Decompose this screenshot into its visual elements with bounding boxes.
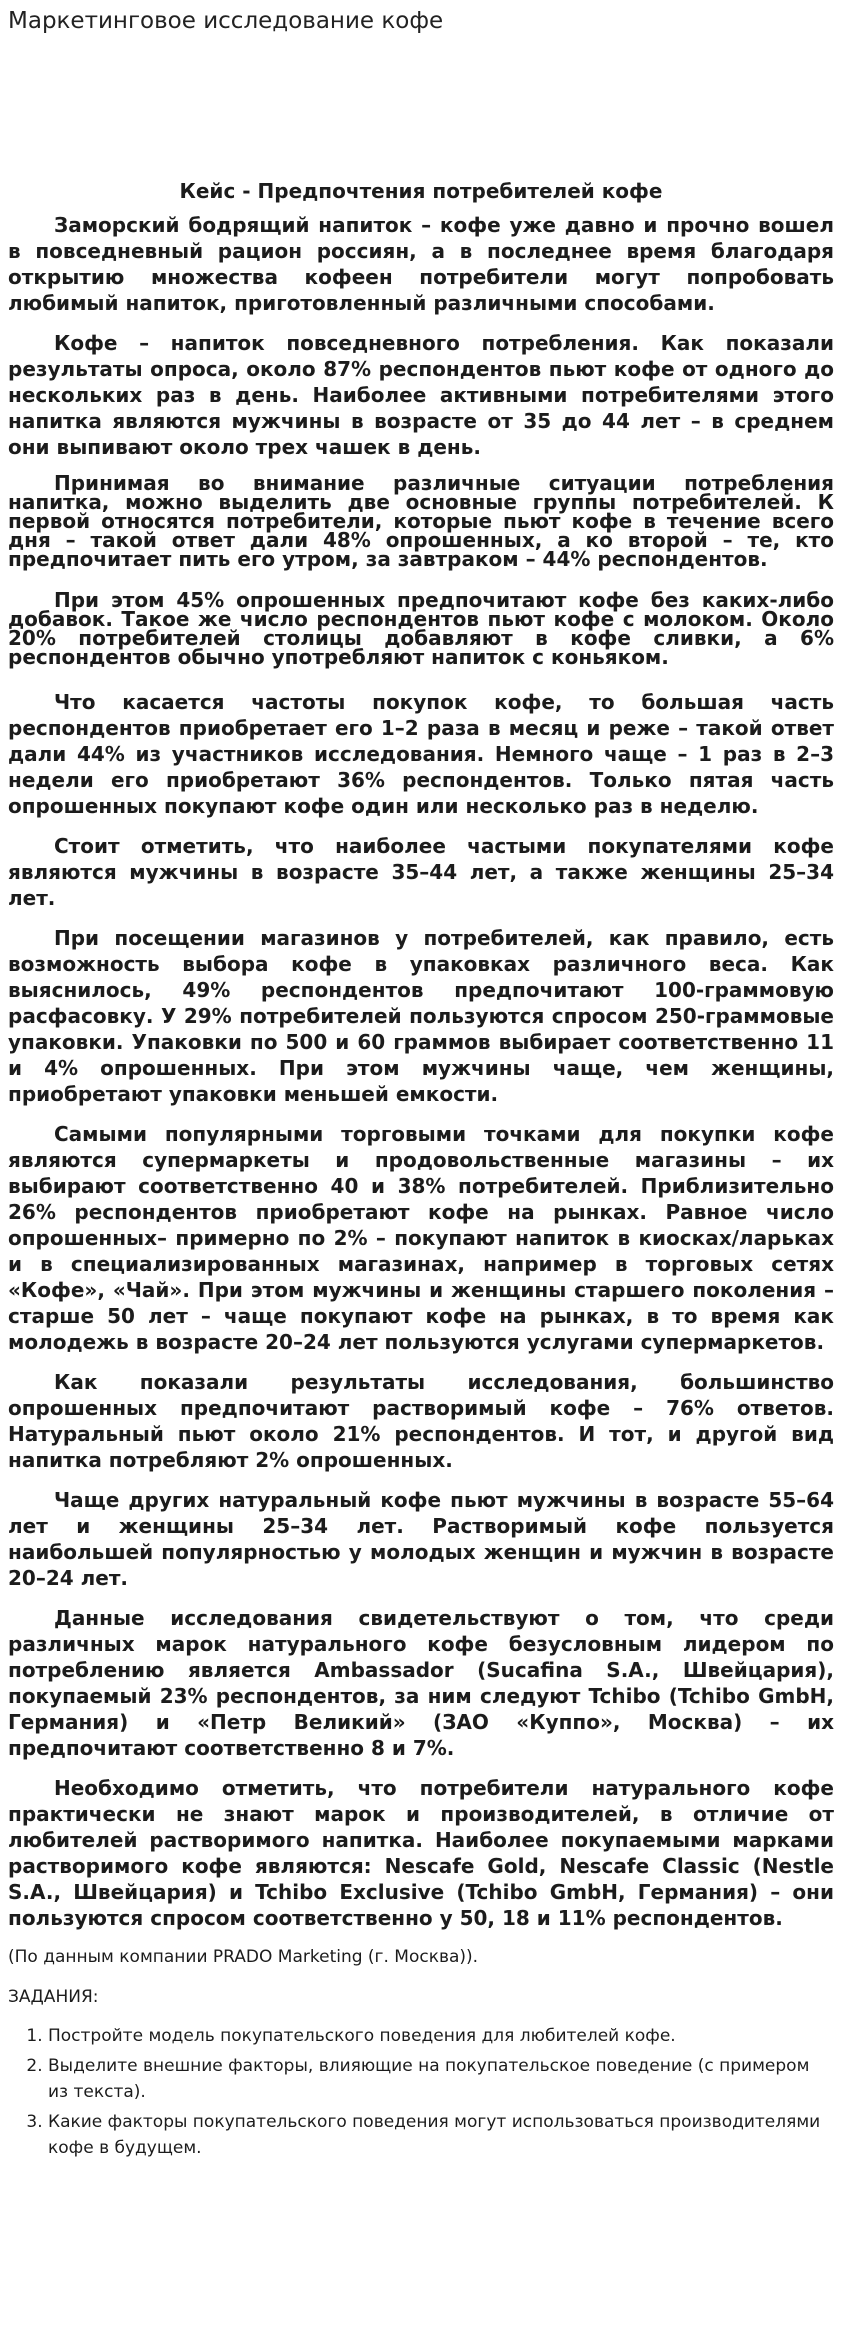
- case-article: [8, 178, 834, 2165]
- paragraph: Необходимо отметить, что потребители натурального кофе практически не знают марок и производителей, в отличие от любителей растворимого напитка. Наиболее покупаемыми марками растворимого кофе являются: Nescafe Gold, Nescafe Classic (Nestle S.A., Швейцария) и Tchibo Exclusive (Tchibo GmbH, Германия) – они пользуются спросом соответственно у 50, 18 и 11% респондентов.: [8, 1776, 834, 1930]
- page-title: Маркетинговое исследование кофе: [8, 8, 444, 34]
- paragraph: При посещении магазинов у потребителей, как правило, есть возможность выбора кофе в упаковках различного веса. Как выяснилось, 49% респондентов предпочитают 100-граммовую расфасовку. У 29% потребителей пользуются спросом 250-граммовые упаковки. Упаковки по 500 и 60 граммов выбирает соответственно 11 и 4% опрошенных. При этом мужчины чаще, чем женщины, приобретают упаковки меньшей емкости.: [8, 926, 834, 1106]
- task-item: 1. Постройте модель покупательского поведения для любителей кофе.: [48, 2023, 834, 2049]
- paragraph: Данные исследования свидетельствуют о том, что среди различных марок натурального кофе безусловным лидером по потреблению является Ambassador (Sucafina S.A., Швейцария), покупаемый 23% респондентов, за ним следуют Tchibo (Tchibo GmbH, Германия) и «Петр Великий» (ЗАО «Куппо», Москва) – их предпочитают соответственно 8 и 7%.: [8, 1606, 834, 1760]
- case-title: Кейс - Предпочтения потребителей кофе: [179, 179, 663, 203]
- paragraph: Кофе – напиток повседневного потребления. Как показали результаты опроса, около 87% респондентов пьют кофе от одного до нескольких раз в день. Наиболее активными потребителями этого напитка являются мужчины в возрасте от 35 до 44 лет – в среднем они выпивают около трех чашек в день.: [8, 331, 834, 459]
- paragraph: Чаще других натуральный кофе пьют мужчины в возрасте 55–64 лет и женщины 25–34 лет. Растворимый кофе пользуется наибольшей популярностью у молодых женщин и мужчин в возрасте 20–24 лет.: [8, 1488, 834, 1590]
- tasks-list: [8, 2023, 834, 2161]
- tasks-heading: ЗАДАНИЯ:: [8, 1987, 99, 2007]
- paragraph: Самыми популярными торговыми точками для покупки кофе являются супермаркеты и продовольственные магазины – их выбирают соответственно 40 и 38% потребителей. Приблизительно 26% респондентов приобретают кофе на рынках. Равное число опрошенных– примерно по 2% – покупают напиток в киосках/ларьках и в специализированных магазинах, например в торговых сетях «Кофе», «Чай». При этом мужчины и женщины старшего поколения – старше 50 лет – чаще покупают кофе на рынках, в то время как молодежь в возрасте 20–24 лет пользуются услугами супермаркетов.: [8, 1122, 834, 1354]
- source-note: (По данным компании PRADO Marketing (г. Москва)).: [8, 1947, 479, 1967]
- paragraph: Что касается частоты покупок кофе, то большая часть респондентов приобретает его 1–2 раза в месяц и реже – такой ответ дали 44% из участников исследования. Немного чаще – 1 раз в 2–3 недели его приобретают 36% респондентов. Только пятая часть опрошенных покупают кофе один или несколько раз в неделю.: [8, 690, 834, 818]
- paragraph: Как показали результаты исследования, большинство опрошенных предпочитают растворимый кофе – 76% ответов. Натуральный пьют около 21% респондентов. И тот, и другой вид напитка потребляют 2% опрошенных.: [8, 1370, 834, 1472]
- paragraph: При этом 45% опрошенных предпочитают кофе без каких-либо добавок. Такое же число респондентов пьют кофе с молоком. Около 20% потребителей столицы добавляют в кофе сливки, а 6% респондентов обычно употребляют напиток с коньяком.: [8, 588, 834, 669]
- task-item: 3. Какие факторы покупательского поведения могут использоваться производителями кофе в будущем.: [48, 2109, 834, 2161]
- paragraph: Принимая во внимание различные ситуации потребления напитка, можно выделить две основные группы потребителей. К первой относятся потребители, которые пьют кофе в течение всего дня – такой ответ дали 48% опрошенных, а ко второй – те, кто предпочитает пить его утром, за завтраком – 44% респондентов.: [8, 471, 834, 571]
- task-item: 2. Выделите внешние факторы, влияющие на покупательское поведение (с примером из текста).: [48, 2053, 834, 2105]
- paragraph: Стоит отметить, что наиболее частыми покупателями кофе являются мужчины в возрасте 35–44 лет, а также женщины 25–34 лет.: [8, 834, 834, 910]
- paragraph: Заморский бодрящий напиток – кофе уже давно и прочно вошел в повседневный рацион россиян, а в последнее время благодаря открытию множества кофеен потребители могут попробовать любимый напиток, приготовленный различными способами.: [8, 213, 834, 315]
